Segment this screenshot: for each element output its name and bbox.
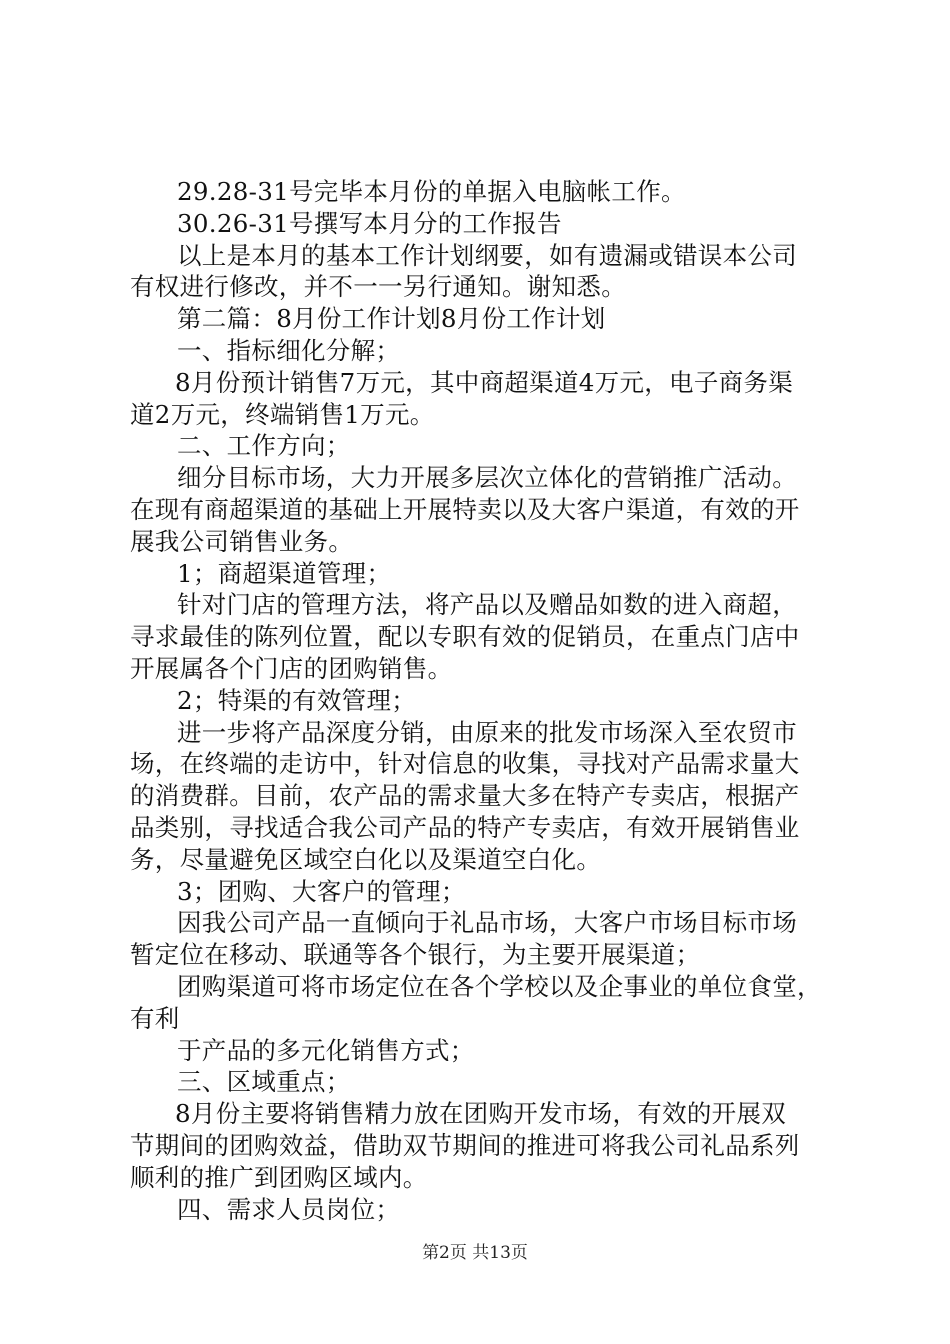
paragraph-line: 务，尽量避免区域空白化以及渠道空白化。 <box>130 844 602 874</box>
paragraph-line: 暂定位在移动、联通等各个银行，为主要开展渠道； <box>130 940 701 970</box>
page-number-footer: 第2页 共13页 <box>422 1243 528 1263</box>
paragraph-line: 有利 <box>130 1003 180 1033</box>
paragraph-line: 30.26-31号撰写本月分的工作报告 <box>177 208 562 238</box>
paragraph-line: 展我公司销售业务。 <box>130 526 354 556</box>
section-heading: 第二篇：8月份工作计划8月份工作计划 <box>177 304 606 334</box>
paragraph-line: 在现有商超渠道的基础上开展特卖以及大客户渠道，有效的开 <box>130 494 800 524</box>
paragraph-line: 开展属各个门店的团购销售。 <box>130 653 453 683</box>
paragraph-line: 场，在终端的走访中，针对信息的收集，寻找对产品需求量大 <box>130 749 800 779</box>
subsection-heading: 一、指标细化分解； <box>177 335 401 365</box>
paragraph-line: 品类别，寻找适合我公司产品的特产专卖店，有效开展销售业 <box>130 812 800 842</box>
paragraph-line: 道2万元，终端销售1万元。 <box>130 399 435 429</box>
paragraph-line: 顺利的推广到团购区域内。 <box>130 1162 428 1192</box>
paragraph-line: 针对门店的管理方法，将产品以及赠品如数的进入商超， <box>177 590 797 620</box>
paragraph-line: 以上是本月的基本工作计划纲要，如有遗漏或错误本公司 <box>177 240 797 270</box>
item-heading: 3；团购、大客户的管理； <box>177 876 466 906</box>
paragraph-line: 8月份主要将销售精力放在团购开发市场，有效的开展双 <box>175 1099 787 1129</box>
item-heading: 2；特渠的有效管理； <box>177 685 417 715</box>
subsection-heading: 三、区域重点； <box>177 1067 351 1097</box>
paragraph-line: 因我公司产品一直倾向于礼品市场，大客户市场目标市场 <box>177 908 797 938</box>
subsection-heading: 四、需求人员岗位； <box>177 1194 401 1224</box>
paragraph-line: 有权进行修改，并不一一另行通知。谢知悉。 <box>130 272 626 302</box>
paragraph-line: 于产品的多元化销售方式； <box>177 1035 475 1065</box>
item-heading: 1；商超渠道管理； <box>177 558 392 588</box>
paragraph-line: 节期间的团购效益，借助双节期间的推进可将我公司礼品系列 <box>130 1130 800 1160</box>
paragraph-line: 寻求最佳的陈列位置，配以专职有效的促销员，在重点门店中 <box>130 622 800 652</box>
document-body <box>130 176 830 1225</box>
paragraph-line: 团购渠道可将市场定位在各个学校以及企事业的单位食堂， <box>177 971 822 1001</box>
paragraph-line: 29.28-31号完毕本月份的单据入电脑帐工作。 <box>177 177 686 206</box>
paragraph-line: 8月份预计销售7万元，其中商超渠道4万元，电子商务渠 <box>175 367 794 397</box>
paragraph-line: 进一步将产品深度分销，由原来的批发市场深入至农贸市 <box>177 717 797 747</box>
subsection-heading: 二、工作方向； <box>177 431 351 461</box>
paragraph-line: 的消费群。目前，农产品的需求量大多在特产专卖店，根据产 <box>130 781 800 811</box>
paragraph-line: 细分目标市场，大力开展多层次立体化的营销推广活动。 <box>177 463 797 493</box>
